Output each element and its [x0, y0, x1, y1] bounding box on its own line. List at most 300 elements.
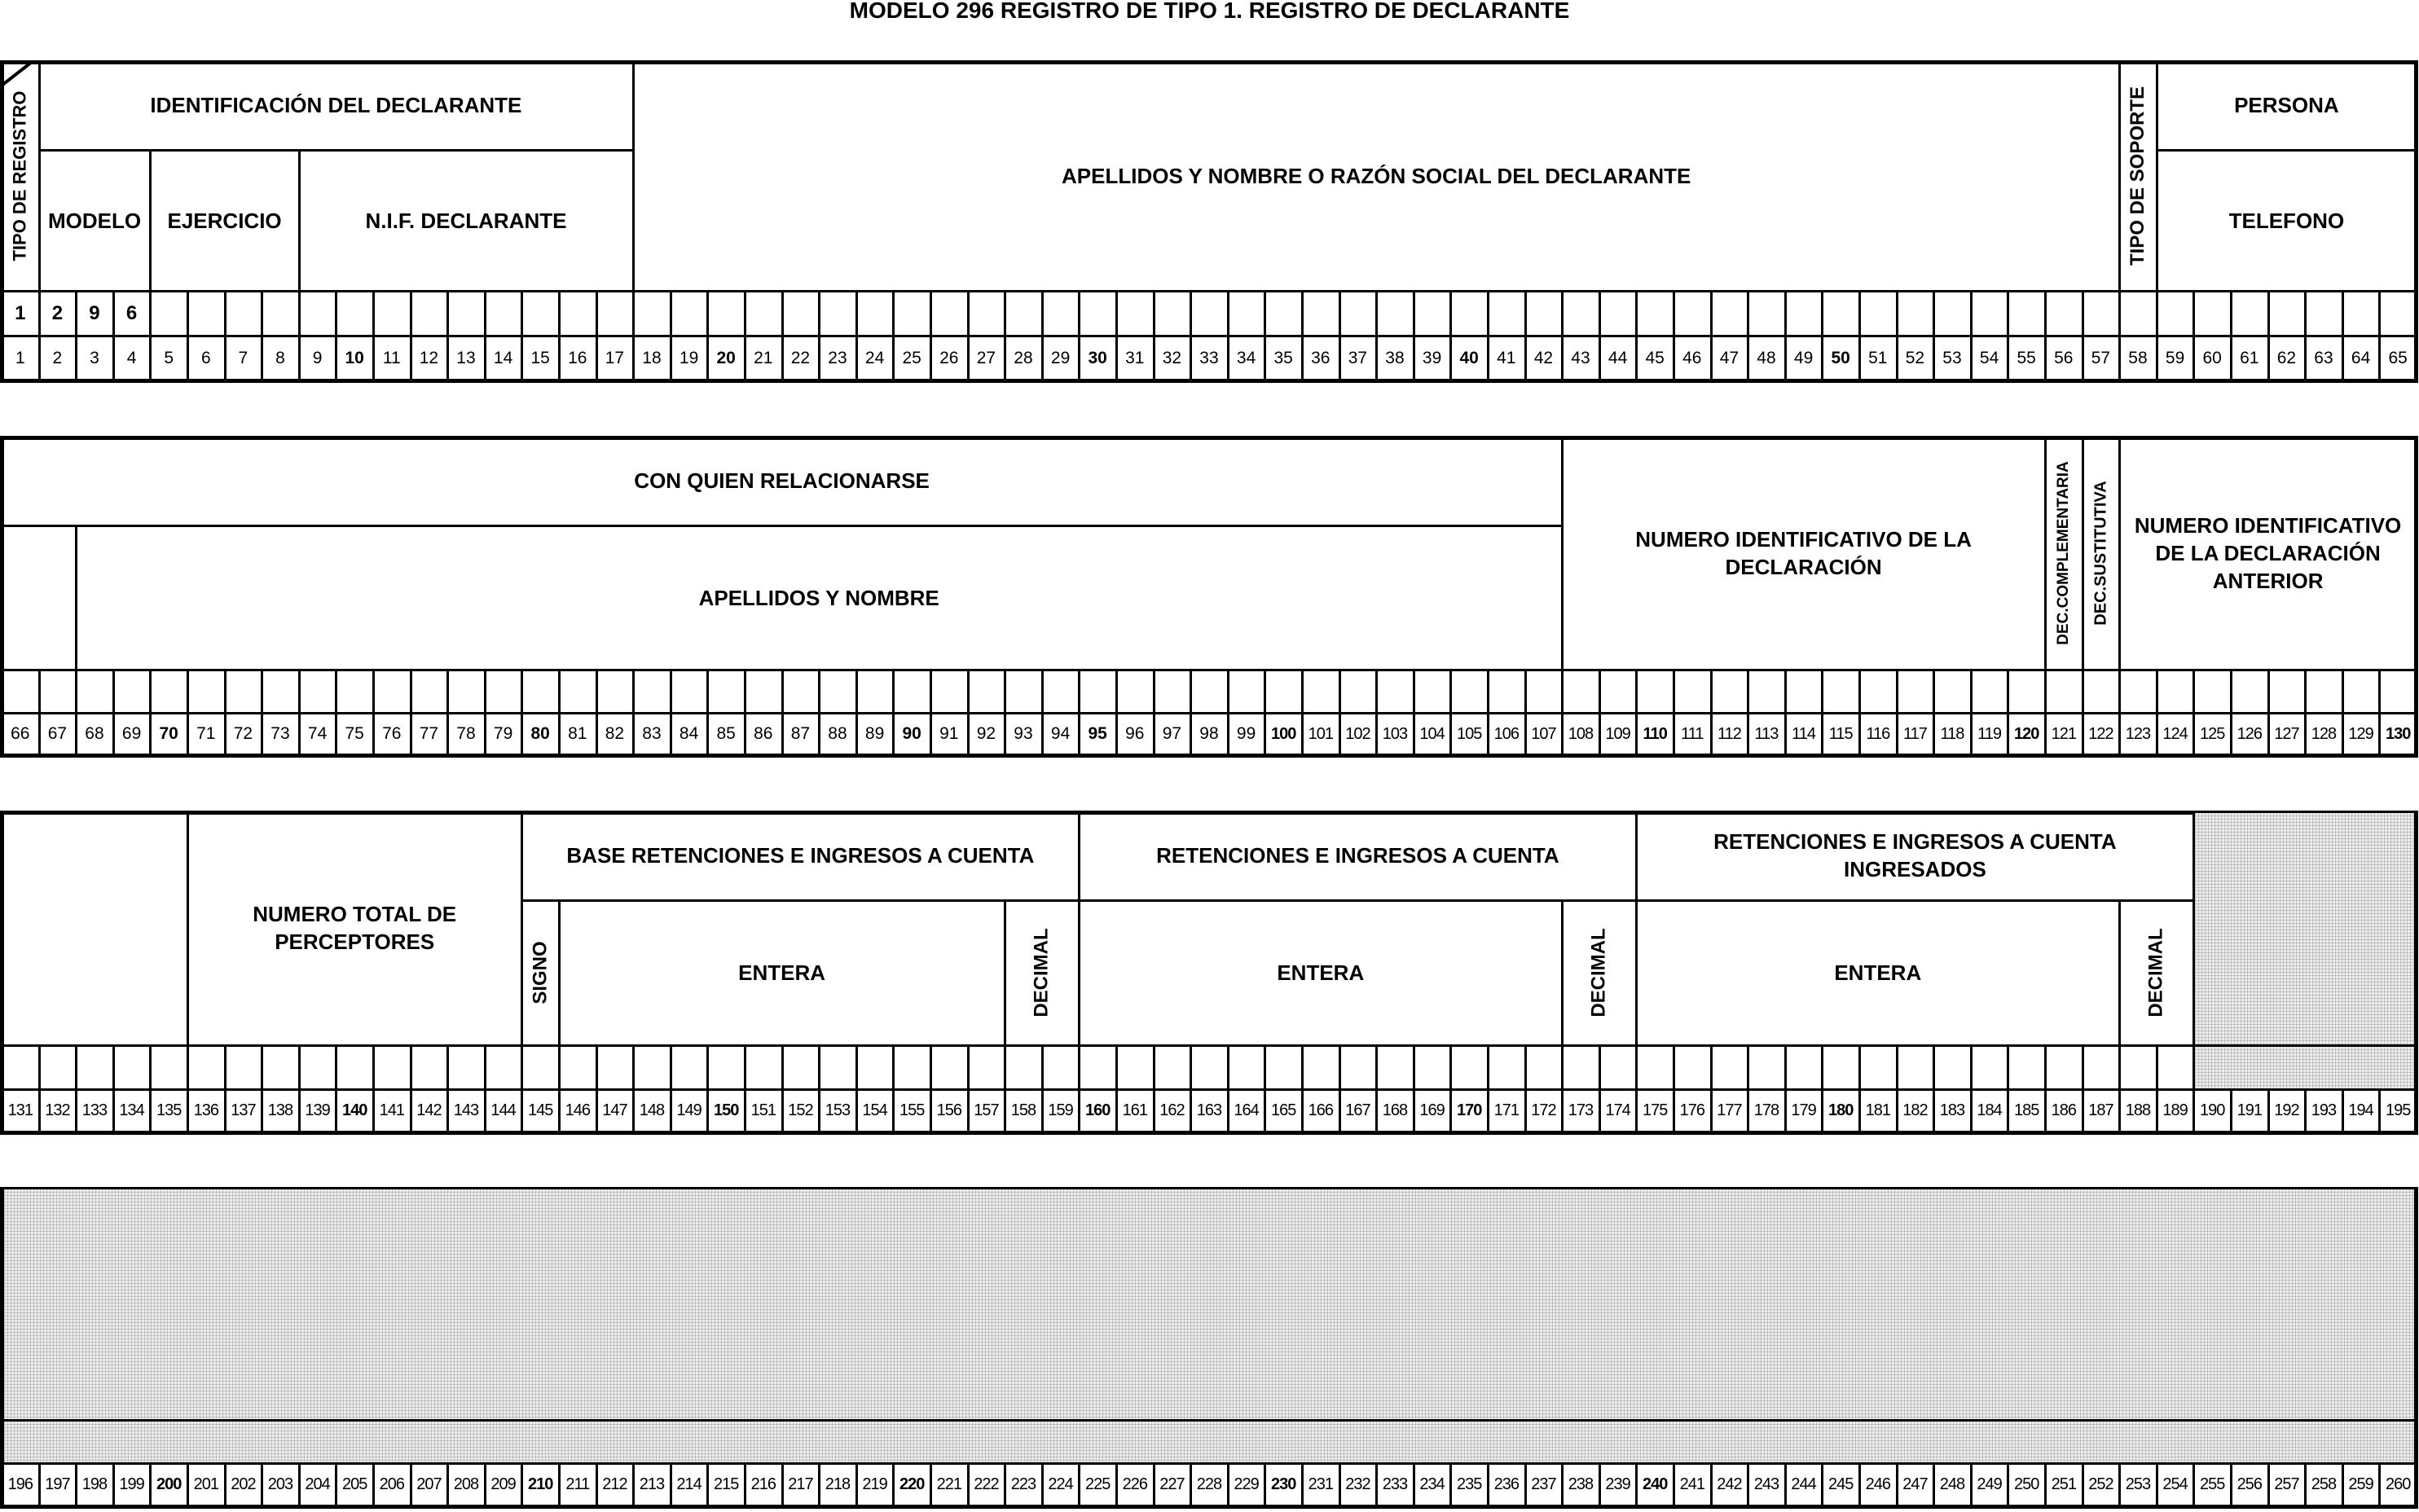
position-number-124: 124	[2162, 724, 2188, 743]
position-number-220: 220	[899, 1475, 925, 1493]
entry-box-109[interactable]	[1599, 670, 1637, 713]
position-number-43: 43	[1571, 348, 1590, 367]
position-number-125: 125	[2200, 724, 2225, 743]
entry-box-151[interactable]	[745, 1045, 782, 1089]
entry-box-103[interactable]	[1376, 670, 1414, 713]
entry-box-132[interactable]	[39, 1045, 77, 1089]
position-number-208: 208	[453, 1475, 479, 1493]
entry-box-83[interactable]	[633, 670, 671, 713]
position-number-34: 34	[1236, 348, 1256, 367]
entry-box-139[interactable]	[299, 1045, 336, 1089]
entry-box-88[interactable]	[819, 670, 856, 713]
prefilled-value-1: 1	[15, 301, 26, 324]
position-number-206: 206	[379, 1475, 404, 1493]
entry-box-161[interactable]	[1116, 1045, 1154, 1089]
nif-header: N.I.F. DECLARANTE	[365, 208, 567, 233]
entry-box-78[interactable]	[447, 670, 485, 713]
entry-box-77[interactable]	[411, 670, 448, 713]
entry-box-130[interactable]	[2379, 670, 2417, 713]
entry-box-106[interactable]	[1488, 670, 1525, 713]
position-number-247: 247	[1902, 1475, 1928, 1493]
entry-box-149[interactable]	[671, 1045, 708, 1089]
position-number-181: 181	[1865, 1101, 1890, 1119]
entry-box-126[interactable]	[2231, 670, 2268, 713]
position-number-81: 81	[568, 724, 587, 743]
entry-box-85[interactable]	[707, 670, 745, 713]
numero-perceptores-header: NUMERO TOTAL DE PERCEPTORES	[253, 902, 457, 954]
entry-box-141[interactable]	[373, 1045, 411, 1089]
entry-box-5[interactable]	[150, 291, 187, 336]
entry-box-135[interactable]	[150, 1045, 187, 1089]
entry-box-100[interactable]	[1264, 670, 1302, 713]
position-number-238: 238	[1568, 1475, 1594, 1493]
entry-box-129[interactable]	[2342, 670, 2380, 713]
tipo-registro-header-text: TIPO DE REGISTRO	[9, 90, 30, 262]
entry-box-42[interactable]	[1525, 291, 1563, 336]
entry-box-35[interactable]	[1264, 291, 1302, 336]
position-number-204: 204	[305, 1475, 330, 1493]
position-number-251: 251	[2051, 1475, 2076, 1493]
entry-box-75[interactable]	[336, 670, 373, 713]
entry-box-61[interactable]	[2231, 291, 2268, 336]
entry-box-67[interactable]	[39, 670, 77, 713]
position-number-79: 79	[493, 724, 513, 743]
entry-box-179[interactable]	[1785, 1045, 1823, 1089]
entry-box-169[interactable]	[1414, 1045, 1451, 1089]
entry-box-23[interactable]	[819, 291, 856, 336]
position-number-57: 57	[2091, 348, 2111, 367]
entry-box-168[interactable]	[1376, 1045, 1414, 1089]
entry-box-99[interactable]	[1228, 670, 1265, 713]
position-number-51: 51	[1868, 348, 1888, 367]
entry-box-186[interactable]	[2045, 1045, 2083, 1089]
entry-box-178[interactable]	[1748, 1045, 1785, 1089]
position-number-38: 38	[1385, 348, 1405, 367]
entry-box-177[interactable]	[1711, 1045, 1748, 1089]
entry-box-26[interactable]	[930, 291, 968, 336]
entry-box-39[interactable]	[1414, 291, 1451, 336]
entry-box-71[interactable]	[187, 670, 225, 713]
entry-box-74[interactable]	[299, 670, 336, 713]
position-number-27: 27	[976, 348, 996, 367]
position-number-56: 56	[2054, 348, 2074, 367]
entry-box-111[interactable]	[1674, 670, 1711, 713]
entry-box-11[interactable]	[373, 291, 411, 336]
position-number-161: 161	[1122, 1101, 1147, 1119]
position-number-236: 236	[1493, 1475, 1519, 1493]
entry-box-188[interactable]	[2119, 1045, 2157, 1089]
entry-box-10[interactable]	[336, 291, 373, 336]
entry-box-184[interactable]	[1971, 1045, 2008, 1089]
entry-box-7[interactable]	[225, 291, 262, 336]
entry-box-80[interactable]	[521, 670, 559, 713]
entry-box-64[interactable]	[2342, 291, 2380, 336]
entry-box-54[interactable]	[1971, 291, 2008, 336]
position-number-168: 168	[1382, 1101, 1408, 1119]
entry-box-117[interactable]	[1897, 670, 1934, 713]
entry-box-183[interactable]	[1933, 1045, 1971, 1089]
entry-box-69[interactable]	[113, 670, 151, 713]
position-number-245: 245	[1828, 1475, 1854, 1493]
position-number-149: 149	[676, 1101, 702, 1119]
entry-box-76[interactable]	[373, 670, 411, 713]
entry-box-110[interactable]	[1636, 670, 1674, 713]
position-number-113: 113	[1754, 724, 1779, 743]
entry-box-136[interactable]	[187, 1045, 225, 1089]
entry-box-155[interactable]	[893, 1045, 930, 1089]
entry-box-97[interactable]	[1154, 670, 1191, 713]
position-number-17: 17	[605, 348, 625, 367]
entry-box-68[interactable]	[76, 670, 113, 713]
position-number-137: 137	[231, 1101, 256, 1119]
entry-box-60[interactable]	[2193, 291, 2231, 336]
entry-box-143[interactable]	[447, 1045, 485, 1089]
entry-box-16[interactable]	[559, 291, 596, 336]
position-number-246: 246	[1865, 1475, 1890, 1493]
entry-box-63[interactable]	[2305, 291, 2342, 336]
entry-box-125[interactable]	[2193, 670, 2231, 713]
position-number-117: 117	[1902, 724, 1927, 743]
entry-box-81[interactable]	[559, 670, 596, 713]
entry-box-6[interactable]	[187, 291, 225, 336]
entry-box-160[interactable]	[1079, 1045, 1116, 1089]
entry-box-156[interactable]	[930, 1045, 968, 1089]
position-number-16: 16	[568, 348, 587, 367]
entry-box-146[interactable]	[559, 1045, 596, 1089]
entry-box-181[interactable]	[1859, 1045, 1897, 1089]
position-number-147: 147	[602, 1101, 627, 1119]
entry-box-40[interactable]	[1450, 291, 1488, 336]
entry-box-115[interactable]	[1822, 670, 1859, 713]
entry-box-66[interactable]	[2, 670, 39, 713]
entry-box-96[interactable]	[1116, 670, 1154, 713]
position-number-252: 252	[2088, 1475, 2113, 1493]
entry-box-180[interactable]	[1822, 1045, 1859, 1089]
position-number-221: 221	[936, 1475, 961, 1493]
entry-box-62[interactable]	[2268, 291, 2306, 336]
entry-box-128[interactable]	[2305, 670, 2342, 713]
entry-box-31[interactable]	[1116, 291, 1154, 336]
position-number-18: 18	[642, 348, 662, 367]
entry-box-174[interactable]	[1599, 1045, 1637, 1089]
entry-box-87[interactable]	[782, 670, 820, 713]
position-number-44: 44	[1608, 348, 1628, 367]
position-number-66: 66	[11, 724, 30, 743]
entry-box-140[interactable]	[336, 1045, 373, 1089]
entry-box-120[interactable]	[2008, 670, 2045, 713]
position-number-32: 32	[1162, 348, 1182, 367]
position-number-10: 10	[345, 348, 364, 367]
entry-box-89[interactable]	[856, 670, 894, 713]
entry-box-24[interactable]	[856, 291, 894, 336]
position-number-172: 172	[1531, 1101, 1556, 1119]
position-number-15: 15	[530, 348, 550, 367]
position-number-107: 107	[1531, 724, 1556, 743]
entry-box-142[interactable]	[411, 1045, 448, 1089]
entry-box-171[interactable]	[1488, 1045, 1525, 1089]
entry-box-43[interactable]	[1562, 291, 1599, 336]
apellidos-nombre-header: APELLIDOS Y NOMBRE	[698, 585, 939, 610]
position-number-173: 173	[1568, 1101, 1594, 1119]
position-number-177: 177	[1717, 1101, 1742, 1119]
entry-box-108[interactable]	[1562, 670, 1599, 713]
position-number-106: 106	[1493, 724, 1519, 743]
prefilled-value-2: 2	[51, 301, 64, 324]
entry-box-166[interactable]	[1302, 1045, 1339, 1089]
entry-box-9[interactable]	[299, 291, 336, 336]
position-number-193: 193	[2311, 1101, 2337, 1119]
position-number-19: 19	[679, 348, 699, 367]
entry-box-113[interactable]	[1748, 670, 1785, 713]
entry-box-173[interactable]	[1562, 1045, 1599, 1089]
position-number-158: 158	[1010, 1101, 1036, 1119]
position-number-259: 259	[2348, 1475, 2373, 1493]
position-number-96: 96	[1125, 724, 1145, 743]
entry-box-25[interactable]	[893, 291, 930, 336]
entry-box-116[interactable]	[1859, 670, 1897, 713]
position-number-53: 53	[1942, 348, 1962, 367]
position-number-191: 191	[2236, 1101, 2262, 1119]
position-number-188: 188	[2125, 1101, 2151, 1119]
position-number-157: 157	[974, 1101, 999, 1119]
entry-box-172[interactable]	[1525, 1045, 1563, 1089]
position-number-77: 77	[419, 724, 439, 743]
entry-box-159[interactable]	[1042, 1045, 1080, 1089]
entry-box-53[interactable]	[1933, 291, 1971, 336]
entry-box-18[interactable]	[633, 291, 671, 336]
entry-box-13[interactable]	[447, 291, 485, 336]
entry-box-56[interactable]	[2045, 291, 2083, 336]
entry-box-176[interactable]	[1674, 1045, 1711, 1089]
entry-box-45[interactable]	[1636, 291, 1674, 336]
position-number-99: 99	[1236, 724, 1256, 743]
entry-box-48[interactable]	[1748, 291, 1785, 336]
entry-box-32[interactable]	[1154, 291, 1191, 336]
entry-box-93[interactable]	[1005, 670, 1042, 713]
shaded-unused-area	[2195, 813, 2414, 1044]
entry-box-52[interactable]	[1897, 291, 1934, 336]
entry-box-144[interactable]	[485, 1045, 522, 1089]
position-number-55: 55	[2017, 348, 2036, 367]
entry-box-21[interactable]	[745, 291, 782, 336]
entry-box-95[interactable]	[1079, 670, 1116, 713]
dec-complementaria-header	[2045, 436, 2083, 670]
entry-box-101[interactable]	[1302, 670, 1339, 713]
position-number-148: 148	[639, 1101, 665, 1119]
entry-box-133[interactable]	[76, 1045, 113, 1089]
entry-box-70[interactable]	[150, 670, 187, 713]
position-number-174: 174	[1605, 1101, 1630, 1119]
entry-box-91[interactable]	[930, 670, 968, 713]
entry-box-73[interactable]	[262, 670, 299, 713]
entry-box-105[interactable]	[1450, 670, 1488, 713]
entry-box-20[interactable]	[707, 291, 745, 336]
entry-box-187[interactable]	[2083, 1045, 2120, 1089]
position-number-215: 215	[714, 1475, 739, 1493]
entry-box-138[interactable]	[262, 1045, 299, 1089]
entry-box-44[interactable]	[1599, 291, 1637, 336]
position-number-31: 31	[1125, 348, 1145, 367]
entry-box-112[interactable]	[1711, 670, 1748, 713]
position-number-71: 71	[196, 724, 216, 743]
entry-box-119[interactable]	[1971, 670, 2008, 713]
entry-box-57[interactable]	[2083, 291, 2120, 336]
numero-declaracion-header: NUMERO IDENTIFICATIVO DE LA DECLARACIÓN	[1635, 526, 1972, 579]
position-number-222: 222	[974, 1475, 999, 1493]
entry-box-153[interactable]	[819, 1045, 856, 1089]
position-number-12: 12	[419, 348, 439, 367]
entry-box-150[interactable]	[707, 1045, 745, 1089]
entry-box-36[interactable]	[1302, 291, 1339, 336]
entry-box-98[interactable]	[1190, 670, 1228, 713]
position-number-141: 141	[379, 1101, 404, 1119]
entry-box-41[interactable]	[1488, 291, 1525, 336]
entry-box-124[interactable]	[2157, 670, 2194, 713]
entry-box-30[interactable]	[1079, 291, 1116, 336]
entry-box-185[interactable]	[2008, 1045, 2045, 1089]
entry-box-157[interactable]	[968, 1045, 1005, 1089]
position-number-166: 166	[1308, 1101, 1333, 1119]
entry-box-131[interactable]	[2, 1045, 39, 1089]
entry-box-182[interactable]	[1897, 1045, 1934, 1089]
entry-box-34[interactable]	[1228, 291, 1265, 336]
entry-box-92[interactable]	[968, 670, 1005, 713]
entry-box-163[interactable]	[1190, 1045, 1228, 1089]
position-number-89: 89	[864, 724, 885, 743]
entry-box-65[interactable]	[2379, 291, 2417, 336]
entry-box-14[interactable]	[485, 291, 522, 336]
entry-box-51[interactable]	[1859, 291, 1897, 336]
position-number-93: 93	[1014, 724, 1033, 743]
entry-box-86[interactable]	[745, 670, 782, 713]
entry-box-58[interactable]	[2119, 291, 2157, 336]
position-number-121: 121	[2051, 724, 2076, 743]
shaded-reserved-area	[4, 1189, 2414, 1419]
entry-box-90[interactable]	[893, 670, 930, 713]
modelo-header: MODELO	[47, 208, 142, 233]
entry-box-82[interactable]	[596, 670, 634, 713]
position-number-171: 171	[1493, 1101, 1519, 1119]
entry-box-104[interactable]	[1414, 670, 1451, 713]
entry-box-167[interactable]	[1339, 1045, 1377, 1089]
entry-box-79[interactable]	[485, 670, 522, 713]
entry-box-38[interactable]	[1376, 291, 1414, 336]
position-number-14: 14	[493, 348, 513, 367]
prefilled-value-4: 6	[125, 301, 138, 324]
position-number-152: 152	[788, 1101, 813, 1119]
entry-box-59[interactable]	[2157, 291, 2194, 336]
entry-box-154[interactable]	[856, 1045, 894, 1089]
position-number-217: 217	[788, 1475, 813, 1493]
dec-complementaria-header-text: DEC.COMPLEMENTARIA	[2054, 460, 2072, 645]
position-number-114: 114	[1792, 724, 1816, 743]
position-number-105: 105	[1457, 724, 1482, 743]
entry-box-158[interactable]	[1005, 1045, 1042, 1089]
entry-box-127[interactable]	[2268, 670, 2306, 713]
position-number-42: 42	[1533, 348, 1554, 367]
position-number-88: 88	[828, 724, 847, 743]
position-number-8: 8	[275, 348, 285, 367]
position-number-231: 231	[1308, 1475, 1333, 1493]
position-number-28: 28	[1014, 348, 1033, 367]
position-number-41: 41	[1497, 348, 1516, 367]
entry-box-46[interactable]	[1674, 291, 1711, 336]
entry-box-19[interactable]	[671, 291, 708, 336]
entry-box-162[interactable]	[1154, 1045, 1191, 1089]
entry-box-152[interactable]	[782, 1045, 820, 1089]
entry-box-47[interactable]	[1711, 291, 1748, 336]
con-quien-relacionarse-header: CON QUIEN RELACIONARSE	[634, 468, 930, 493]
entry-box-102[interactable]	[1339, 670, 1377, 713]
entry-box-28[interactable]	[1005, 291, 1042, 336]
position-number-9: 9	[312, 348, 323, 367]
entry-box-148[interactable]	[633, 1045, 671, 1089]
entry-box-134[interactable]	[113, 1045, 151, 1089]
entry-box-8[interactable]	[262, 291, 299, 336]
entry-box-147[interactable]	[596, 1045, 634, 1089]
entry-box-55[interactable]	[2008, 291, 2045, 336]
position-number-86: 86	[754, 724, 773, 743]
position-number-76: 76	[382, 724, 402, 743]
entry-box-114[interactable]	[1785, 670, 1823, 713]
position-number-135: 135	[156, 1101, 182, 1119]
position-number-1: 1	[15, 348, 25, 367]
position-number-110: 110	[1643, 724, 1667, 743]
entry-box-137[interactable]	[225, 1045, 262, 1089]
entry-box-170[interactable]	[1450, 1045, 1488, 1089]
position-number-234: 234	[1419, 1475, 1445, 1493]
entry-box-145[interactable]	[521, 1045, 559, 1089]
entry-box-27[interactable]	[968, 291, 1005, 336]
entry-box-84[interactable]	[671, 670, 708, 713]
entry-box-118[interactable]	[1933, 670, 1971, 713]
entry-box-189[interactable]	[2157, 1045, 2194, 1089]
entry-box-22[interactable]	[782, 291, 820, 336]
position-number-139: 139	[305, 1101, 330, 1119]
position-number-40: 40	[1459, 348, 1479, 367]
position-number-240: 240	[1643, 1475, 1668, 1493]
entry-box-37[interactable]	[1339, 291, 1377, 336]
entry-box-15[interactable]	[521, 291, 559, 336]
entry-box-121[interactable]	[2045, 670, 2083, 713]
entry-box-12[interactable]	[411, 291, 448, 336]
entry-box-33[interactable]	[1190, 291, 1228, 336]
position-number-199: 199	[119, 1475, 144, 1493]
position-number-229: 229	[1234, 1475, 1259, 1493]
entry-box-94[interactable]	[1042, 670, 1080, 713]
position-number-223: 223	[1010, 1475, 1036, 1493]
position-number-122: 122	[2088, 724, 2113, 743]
entry-box-165[interactable]	[1264, 1045, 1302, 1089]
position-number-254: 254	[2162, 1475, 2188, 1493]
entry-box-49[interactable]	[1785, 291, 1823, 336]
entry-box-50[interactable]	[1822, 291, 1859, 336]
entry-box-72[interactable]	[225, 670, 262, 713]
position-number-156: 156	[936, 1101, 961, 1119]
entry-box-122[interactable]	[2083, 670, 2120, 713]
position-number-98: 98	[1199, 724, 1219, 743]
entry-box-164[interactable]	[1228, 1045, 1265, 1089]
position-number-235: 235	[1457, 1475, 1482, 1493]
position-number-130: 130	[2386, 724, 2411, 743]
position-number-91: 91	[939, 724, 959, 743]
entry-box-123[interactable]	[2119, 670, 2157, 713]
entry-box-29[interactable]	[1042, 291, 1080, 336]
entry-box-107[interactable]	[1525, 670, 1563, 713]
position-number-225: 225	[1085, 1475, 1111, 1493]
entry-box-175[interactable]	[1636, 1045, 1674, 1089]
entry-box-17[interactable]	[596, 291, 634, 336]
